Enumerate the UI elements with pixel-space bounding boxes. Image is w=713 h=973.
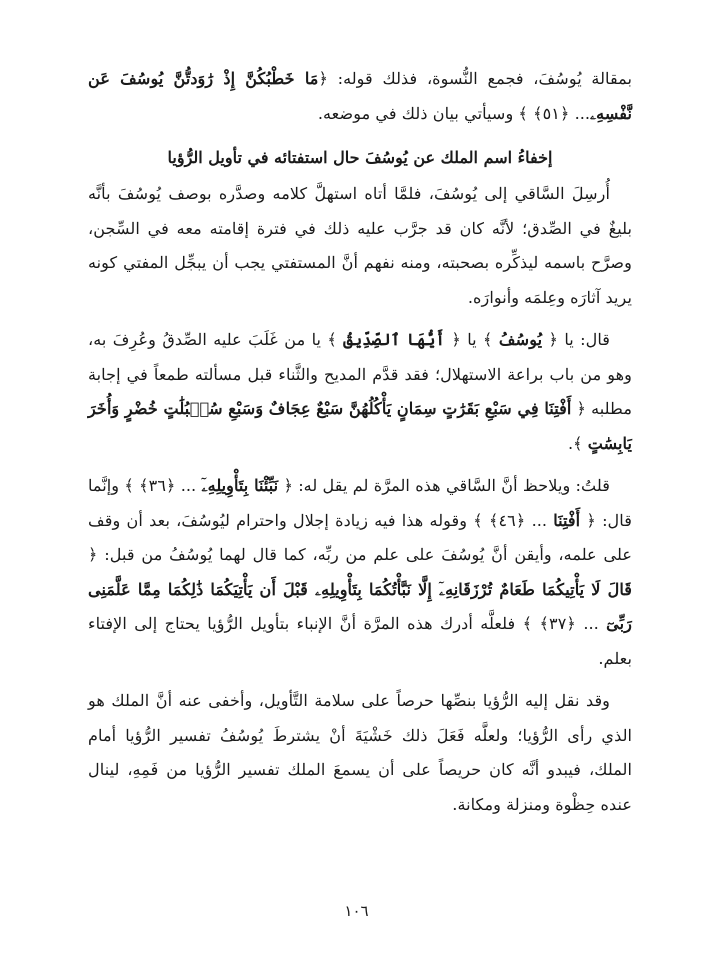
p3-text-1: قلتُ: ويلاحظ أنَّ السَّاقي هذه المرَّة لم يقل له: ﴿ [278, 476, 610, 495]
p2-quote-3: أَفْتِنَا فِي سَبْعِ بَقَرَٰتٍ سِمَانٍ يَأْكُلُهُنَّ سَبْعٌ عِجَافٌ وَسَبْعِ سُنۢبُلَٰتٍ خُضْرٍ وَأُخَرَ يَابِسَٰتٍ [88, 399, 632, 453]
paragraph-3 [88, 469, 632, 676]
paragraph-4: وقد نقل إليه الرُّؤيا بنصِّها حرصاً على سلامة التَّأويل، وأخفى عنه أنَّ الملك هو الذي رأى الرُّؤيا؛ ولعلَّه فَعَلَ ذلك خَشْيَةَ أنْ يشترطَ يُوسُفُ تفسير الرُّؤيا أمام الملك، فيبدو أنَّه كان حريصاً على أن يسمعَ الملك تفسير الرُّؤيا من فَمِهِ، لينال عنده حِظْوة ومنزلة ومكانة. [88, 691, 632, 814]
p3-text-3: ... ﴿٤٦﴾ ﴾ وقوله هذا فيه زيادة إجلال واحترام ليُوسُفَ، بعد أن وقف على علمه، وأيقن أنَّ يُوسُفَ على علم من ربِّه، كما قال لهما يُوسُفُ من قبل: ﴿ [88, 510, 632, 564]
paragraph-1: أُرسِلَ السَّاقي إلى يُوسُفَ، فلمَّا أتاه استهلَّ كلامه وصدَّره بوصف يُوسُفَ بأنَّه بليغٌ في الصِّدق؛ لأنَّه كان قد جرَّب عليه ذلك في فترة إقامته معه في السِّجن، وصرَّح باسمه ليذكِّره بصحبته، ومنه نفهم أنَّ المستفتي يجب أن يبجِّل المفتي كونه يريد آثارَه وعِلمَه وأنوارَه. [88, 184, 632, 307]
p2-text-2: ﴾ يا ﴿ [445, 330, 499, 349]
intro-before-quote: بمقالة يُوسُفَ، فجمع النُّسوة، فذلك قوله: ﴿ [318, 69, 632, 88]
section-heading: إخفاءُ اسم الملك عن يُوسُفَ حال استفتائه في تأويل الرُّؤيا [167, 148, 553, 167]
p3-text-2: ... ﴿٣٦﴾ ﴾ وإنَّما قال: ﴿ [88, 476, 632, 530]
page-body [88, 62, 632, 942]
intro-verse-ref: ... ﴿٥١﴾ [533, 103, 591, 123]
p2-text-1: قال: يا ﴿ [542, 330, 611, 349]
p3-quote-1: نَبِّئْنَا بِتَأْوِيلِهِۦٓ [201, 476, 279, 495]
p3-quote-3: قَالَ لَا يَأْتِيكُمَا طَعَامٌ تُرْزَقَانِهِۦٓ إِلَّا نَبَّأْتُكُمَا بِتَأْوِيلِهِۦ قَبْلَ أَن يَأْتِيَكُمَا ذَٰلِكُمَا مِمَّا عَلَّمَنِى رَبِّىٓ [88, 579, 632, 633]
p3-quote-2: أَفْتِنَا [553, 510, 581, 530]
paragraph-2 [88, 323, 632, 461]
intro-paragraph [88, 62, 632, 131]
p2-text-4: ﴾. [567, 433, 588, 453]
intro-after-quote: ﴾ وسيأتي بيان ذلك في موضعه. [317, 103, 534, 123]
p2-quote-1: يُوسُفُ [498, 330, 543, 349]
intro-quran-quote: مَا خَطْبُكُنَّ إِذْ رَٰوَدتُّنَّ يُوسُفَ عَن نَّفْسِهِۦ [88, 69, 632, 123]
p2-quote-2: أَيُّهَا ٱلصِّدِّيقُ [343, 330, 445, 349]
p3-text-4: ... ﴿٣٧﴾ ﴾ فلعلَّه أدرك هذه المرَّة أنَّ الإنباء بتأويل الرُّؤيا يحتاج إلى الإفتاء بعلم. [88, 614, 632, 668]
p2-text-3: ﴾ يا من غَلَبَ عليه الصِّدقُ وعُرِفَ به، وهو من باب براعة الاستهلال؛ فقد قدَّم المديح والثَّناء قبل مسألته طمعاً في إجابة مطلبه ﴿ [88, 330, 632, 418]
page-number: ١٠٦ [344, 902, 369, 920]
